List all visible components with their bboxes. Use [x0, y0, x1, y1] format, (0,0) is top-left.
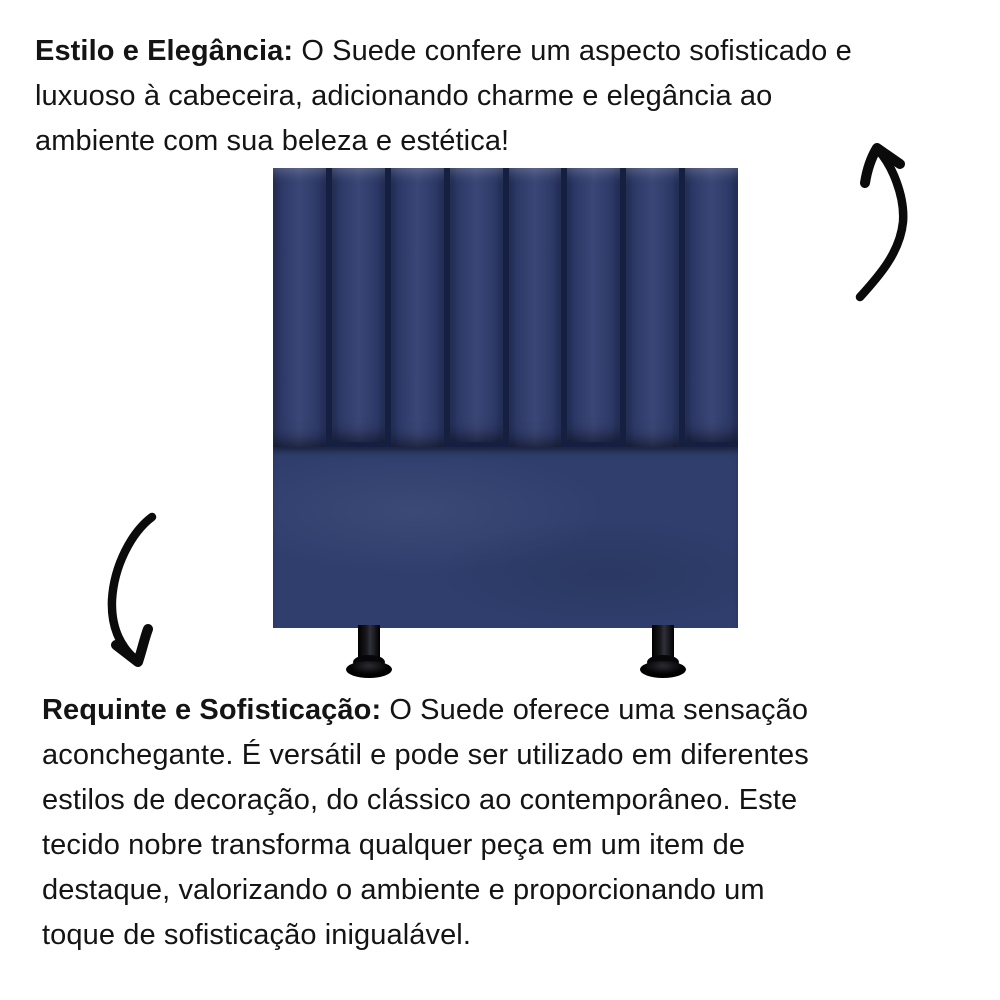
bottom-paragraph-line-1-rest: O Suede oferece uma sensação — [381, 694, 809, 726]
channel-panel — [685, 168, 738, 442]
channel-panel — [626, 168, 679, 447]
curved-arrow-up-icon — [845, 133, 917, 309]
bottom-paragraph-line-2: aconchegante. É versátil e pode ser utilizado em diferentes — [42, 739, 809, 771]
headboard-left-foot — [346, 625, 392, 678]
top-paragraph-line-3: ambiente com sua beleza e estética! — [35, 125, 510, 157]
bottom-paragraph-heading: Requinte e Sofisticação: — [42, 694, 382, 726]
bottom-paragraph-line-3: estilos de decoração, do clássico ao contemporâneo. Este — [42, 784, 798, 816]
headboard-right-foot — [640, 625, 686, 678]
channel-panel — [450, 168, 503, 442]
bottom-paragraph-line-6: toque de sofisticação inigualável. — [42, 919, 472, 951]
foot-pad — [640, 661, 686, 678]
headboard-image — [273, 168, 738, 680]
bottom-paragraph-line-4: tecido nobre transforma qualquer peça em um item de — [42, 829, 746, 861]
curved-arrow-down-icon — [100, 503, 162, 675]
top-paragraph-line-1-rest: O Suede confere um aspecto sofisticado e — [293, 35, 852, 67]
top-paragraph — [35, 29, 852, 164]
bottom-paragraph — [42, 688, 809, 958]
foot-pad — [346, 661, 392, 678]
headboard-channel-panels — [273, 168, 738, 447]
bottom-paragraph-line-1 — [42, 688, 809, 733]
channel-panel — [332, 168, 385, 442]
bottom-paragraph-line-5: destaque, valorizando o ambiente e proporcionando um — [42, 874, 765, 906]
channel-panel — [273, 168, 326, 447]
channel-panel — [391, 168, 444, 447]
channel-panel — [567, 168, 620, 442]
channel-panel — [509, 168, 562, 447]
top-paragraph-line-2: luxuoso à cabeceira, adicionando charme e elegância ao — [35, 80, 773, 112]
top-paragraph-heading: Estilo e Elegância: — [35, 35, 294, 67]
headboard-base-panel — [273, 447, 738, 628]
top-paragraph-line-1 — [35, 29, 852, 74]
